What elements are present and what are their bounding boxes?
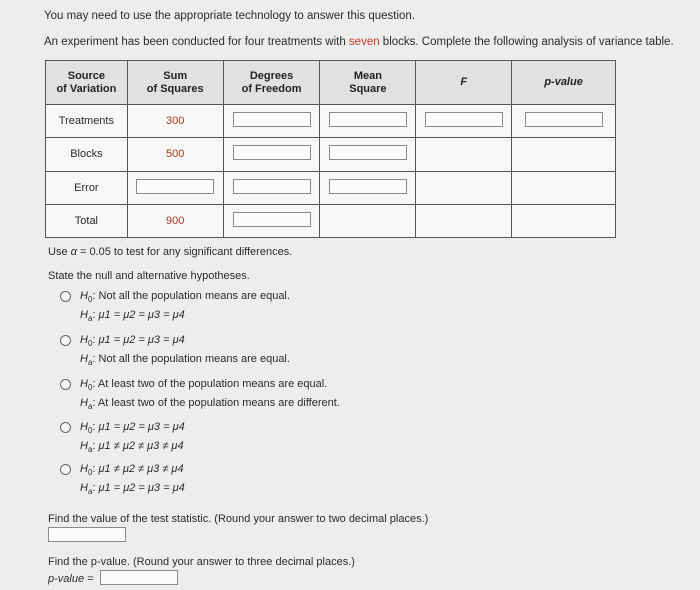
header-source: Source of Variation (46, 61, 128, 105)
option-ha: $H_a$: Not all the population means are equal. (80, 353, 290, 368)
error-ms-input[interactable] (329, 179, 407, 194)
test-statistic-prompt: Find the value of the test statistic. (Round your answer to two decimal places.) (48, 513, 429, 525)
radio-button[interactable] (60, 464, 71, 475)
test-statistic-input[interactable] (48, 527, 126, 542)
empty-cell (320, 204, 416, 237)
treatments-f-input[interactable] (425, 112, 503, 127)
radio-button[interactable] (60, 379, 71, 390)
error-df-input[interactable] (233, 179, 311, 194)
instruction-experiment (44, 36, 674, 48)
empty-cell (512, 204, 616, 237)
option-ha: $H_a$: μ1 ≠ μ2 ≠ μ3 ≠ μ4 (80, 440, 184, 455)
table-row-blocks (46, 138, 616, 171)
total-df-input[interactable] (233, 212, 311, 227)
p-value-label: p-value = (48, 573, 94, 585)
ss-value: 300 (127, 105, 223, 138)
header-sum-of-squares: Sum of Squares (127, 61, 223, 105)
row-label: Blocks (46, 138, 128, 171)
blocks-ms-input[interactable] (329, 145, 407, 160)
anova-table (45, 60, 616, 238)
row-label: Treatments (46, 105, 128, 138)
option-h0: $H_0$: μ1 = μ2 = μ3 = μ4 (80, 421, 185, 436)
header-mean-square: Mean Square (320, 61, 416, 105)
option-h0: $H_0$: μ1 ≠ μ2 ≠ μ3 ≠ μ4 (80, 463, 184, 478)
ss-value: 500 (127, 138, 223, 171)
option-h0: $H_0$: μ1 = μ2 = μ3 = μ4 (80, 334, 185, 349)
instruction-technology: You may need to use the appropriate technology to answer this question. (44, 10, 416, 22)
radio-button[interactable] (60, 335, 71, 346)
row-label: Total (46, 204, 128, 237)
option-ha: $H_a$: μ1 = μ2 = μ3 = μ4 (80, 309, 185, 324)
p-value-prompt: Find the p-value. (Round your answer to three decimal places.) (48, 556, 355, 568)
blocks-df-input[interactable] (233, 145, 311, 160)
header-f: F (416, 61, 512, 105)
header-p-value: p-value (512, 61, 616, 105)
ss-value: 900 (127, 204, 223, 237)
row-label: Error (46, 171, 128, 204)
option-ha: $H_a$: At least two of the population means are different. (80, 397, 340, 412)
treatments-p-input[interactable] (525, 112, 603, 127)
radio-button[interactable] (60, 422, 71, 433)
option-h0: $H_0$: At least two of the population means are equal. (80, 378, 328, 393)
header-degrees-of-freedom: Degrees of Freedom (223, 61, 320, 105)
intro-post: blocks. Complete the following analysis of variance table. (379, 36, 674, 48)
intro-pre: An experiment has been conducted for four treatments with (44, 36, 349, 48)
blocks-count: seven (348, 36, 380, 48)
treatments-ms-input[interactable] (329, 112, 407, 127)
option-ha: $H_a$: μ1 = μ2 = μ3 = μ4 (80, 482, 185, 497)
empty-cell (512, 171, 616, 204)
treatments-df-input[interactable] (233, 112, 311, 127)
table-row-total (46, 204, 616, 237)
table-row-treatments (46, 105, 616, 138)
state-hypotheses-prompt: State the null and alternative hypotheses. (48, 270, 250, 282)
empty-cell (512, 138, 616, 171)
table-row-error (46, 171, 616, 204)
alpha-instruction: Use α = 0.05 to test for any significant differences. (48, 246, 293, 258)
empty-cell (416, 138, 512, 171)
p-value-input[interactable] (100, 570, 178, 585)
radio-button[interactable] (60, 291, 71, 302)
empty-cell (416, 171, 512, 204)
option-h0: $H_0$: Not all the population means are equal. (80, 290, 290, 305)
empty-cell (416, 204, 512, 237)
error-ss-input[interactable] (136, 179, 214, 194)
